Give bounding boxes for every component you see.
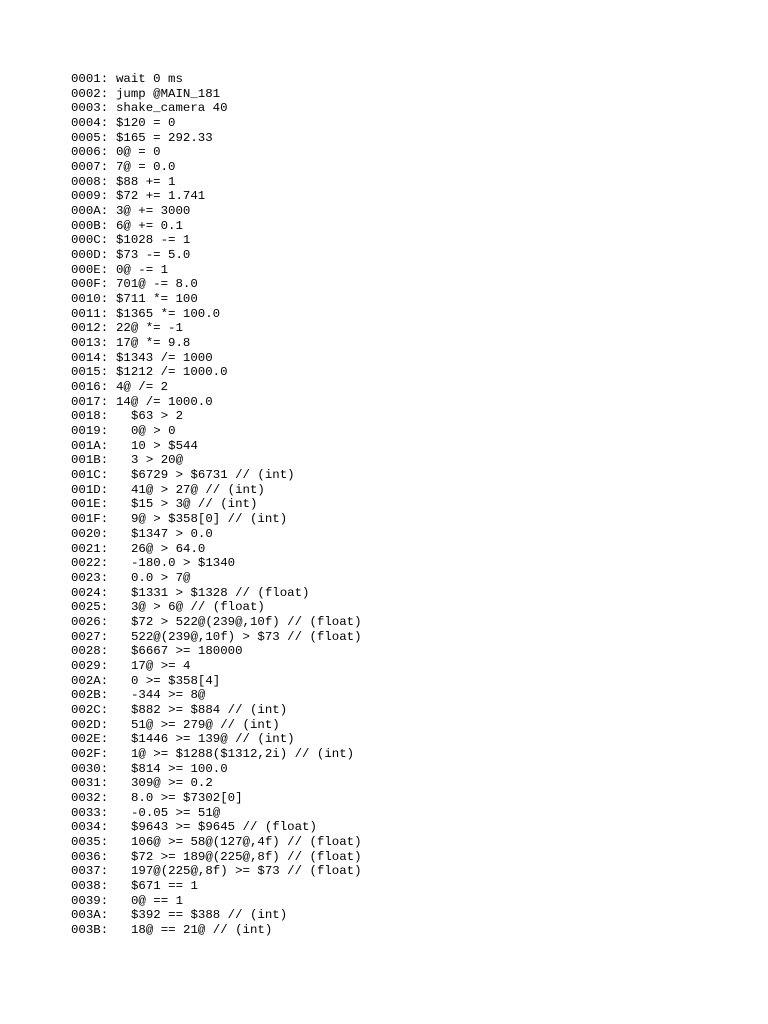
opcode-label: 001E: [71,497,109,512]
opcode-label: 002B: [71,688,109,703]
opcode-label: 001B: [71,453,109,468]
instruction-text: 18@ == 21@ // (int) [131,922,273,937]
code-line [71,365,751,380]
instruction-text: 0 >= $358[4] [131,673,221,688]
opcode-label: 0031: [71,776,109,791]
opcode-label: 0039: [71,893,109,908]
instruction-text: $63 > 2 [131,409,184,424]
code-line [71,850,751,865]
instruction-text: $1446 >= 139@ // (int) [131,732,295,747]
opcode-label: 002F: [71,746,109,761]
opcode-label: 0001: [71,72,109,86]
instruction-text: 10 > $544 [131,438,198,453]
code-line [71,835,751,850]
opcode-label: 0025: [71,600,109,615]
instruction-text: 0@ > 0 [131,424,176,439]
opcode-label: 0008: [71,174,109,189]
opcode-label: 0035: [71,834,109,849]
opcode-label: 0013: [71,336,109,351]
code-line [71,600,751,615]
instruction-text: $392 == $388 // (int) [131,908,288,923]
instruction-text: 51@ >= 279@ // (int) [131,717,280,732]
code-line [71,101,751,116]
opcode-label: 0014: [71,350,109,365]
code-line [71,879,751,894]
code-line [71,336,751,351]
opcode-label: 0009: [71,189,109,204]
opcode-label: 0010: [71,292,109,307]
code-line [71,923,751,938]
instruction-text: 14@ /= 1000.0 [116,394,213,409]
instruction-text: 17@ >= 4 [131,658,191,673]
opcode-label: 0030: [71,761,109,776]
instruction-text: 0@ = 0 [116,145,161,160]
opcode-label: 0022: [71,556,109,571]
code-line [71,116,751,131]
opcode-label: 0002: [71,86,109,101]
instruction-text: $1028 -= 1 [116,233,191,248]
code-line [71,307,751,322]
code-line [71,87,751,102]
instruction-text: $72 >= 189@(225@,8f) // (float) [131,849,362,864]
opcode-label: 0017: [71,394,109,409]
instruction-text: wait 0 ms [116,72,183,86]
opcode-label: 002D: [71,717,109,732]
instruction-text: $9643 >= $9645 // (float) [131,820,317,835]
opcode-label: 0033: [71,805,109,820]
instruction-text: $882 >= $884 // (int) [131,702,288,717]
code-line [71,453,751,468]
instruction-text: 309@ >= 0.2 [131,776,213,791]
instruction-text: 6@ += 0.1 [116,218,183,233]
code-line [71,644,751,659]
opcode-label: 0036: [71,849,109,864]
instruction-text: jump @MAIN_181 [116,86,221,101]
code-line [71,556,751,571]
code-line [71,72,751,87]
code-line [71,791,751,806]
opcode-label: 000B: [71,218,109,233]
code-line [71,424,751,439]
code-line [71,864,751,879]
opcode-label: 000A: [71,204,109,219]
instruction-text: 522@(239@,10f) > $73 // (float) [131,629,362,644]
instruction-text: $72 > 522@(239@,10f) // (float) [131,614,362,629]
code-line [71,292,751,307]
opcode-label: 0007: [71,160,109,175]
code-line [71,747,751,762]
opcode-label: 000E: [71,262,109,277]
opcode-label: 003A: [71,908,109,923]
instruction-text: 3 > 20@ [131,453,184,468]
instruction-text: 4@ /= 2 [116,380,169,395]
code-line [71,688,751,703]
instruction-text: 0.0 > 7@ [131,570,191,585]
opcode-label: 0026: [71,614,109,629]
code-line [71,776,751,791]
code-line [71,527,751,542]
code-line [71,131,751,146]
code-line [71,321,751,336]
instruction-text: 0@ -= 1 [116,262,169,277]
instruction-text: 1@ >= $1288($1312,2i) // (int) [131,746,355,761]
instruction-text: 197@(225@,8f) >= $73 // (float) [131,864,362,879]
instruction-text: 22@ *= -1 [116,321,183,336]
instruction-text: 3@ > 6@ // (float) [131,600,265,615]
code-line [71,894,751,909]
code-line [71,674,751,689]
code-line [71,762,751,777]
code-line [71,703,751,718]
code-line [71,468,751,483]
instruction-text: 26@ > 64.0 [131,541,206,556]
instruction-text: -0.05 >= 51@ [131,805,221,820]
opcode-label: 0020: [71,526,109,541]
instruction-text: $120 = 0 [116,116,176,131]
opcode-label: 001F: [71,512,109,527]
opcode-label: 0004: [71,116,109,131]
opcode-label: 0005: [71,130,109,145]
code-line [71,718,751,733]
code-line [71,277,751,292]
opcode-label: 0006: [71,145,109,160]
instruction-text: $165 = 292.33 [116,130,213,145]
code-line [71,248,751,263]
instruction-text: $1212 /= 1000.0 [116,365,228,380]
code-line [71,732,751,747]
code-line [71,145,751,160]
opcode-label: 0023: [71,570,109,585]
instruction-text: 3@ += 3000 [116,204,191,219]
code-line [71,542,751,557]
instruction-text: $6667 >= 180000 [131,644,243,659]
instruction-text: $711 *= 100 [116,292,198,307]
code-line [71,820,751,835]
instruction-text: 8.0 >= $7302[0] [131,790,243,805]
instruction-text: $72 += 1.741 [116,189,206,204]
code-line [71,497,751,512]
instruction-text: 106@ >= 58@(127@,4f) // (float) [131,834,362,849]
opcode-label: 0018: [71,409,109,424]
opcode-label: 001C: [71,468,109,483]
opcode-label: 0019: [71,424,109,439]
opcode-label: 0028: [71,644,109,659]
instruction-text: 17@ *= 9.8 [116,336,191,351]
code-line [71,175,751,190]
opcode-label: 0015: [71,365,109,380]
instruction-text: 701@ -= 8.0 [116,277,198,292]
opcode-label: 000F: [71,277,109,292]
opcode-label: 001D: [71,482,109,497]
opcode-label: 002E: [71,732,109,747]
instruction-text: shake_camera 40 [116,101,228,116]
code-line [71,160,751,175]
code-line [71,263,751,278]
instruction-text: 0@ == 1 [131,893,184,908]
opcode-label: 0038: [71,878,109,893]
code-line [71,189,751,204]
opcode-label: 0032: [71,790,109,805]
code-line [71,483,751,498]
code-line [71,586,751,601]
instruction-text: $671 == 1 [131,878,198,893]
code-line [71,615,751,630]
opcode-label: 0027: [71,629,109,644]
opcode-label: 002C: [71,702,109,717]
instruction-text: 7@ = 0.0 [116,160,176,175]
instruction-text: $6729 > $6731 // (int) [131,468,295,483]
opcode-label: 0012: [71,321,109,336]
code-line [71,219,751,234]
instruction-text: $15 > 3@ // (int) [131,497,258,512]
code-line [71,439,751,454]
code-line [71,351,751,366]
instruction-text: $73 -= 5.0 [116,248,191,263]
opcode-label: 003B: [71,922,109,937]
code-line [71,659,751,674]
opcode-label: 0011: [71,306,109,321]
code-listing [71,72,751,938]
code-line [71,908,751,923]
code-line [71,204,751,219]
opcode-label: 002A: [71,673,109,688]
opcode-label: 000D: [71,248,109,263]
instruction-text: $1347 > 0.0 [131,526,213,541]
code-line [71,233,751,248]
instruction-text: $1365 *= 100.0 [116,306,221,321]
opcode-label: 0003: [71,101,109,116]
instruction-text: $1343 /= 1000 [116,350,213,365]
code-line [71,571,751,586]
opcode-label: 0024: [71,585,109,600]
opcode-label: 0037: [71,864,109,879]
opcode-label: 0021: [71,541,109,556]
code-line [71,395,751,410]
instruction-text: 41@ > 27@ // (int) [131,482,265,497]
code-line [71,512,751,527]
instruction-text: 9@ > $358[0] // (int) [131,512,288,527]
instruction-text: -344 >= 8@ [131,688,206,703]
code-line [71,630,751,645]
instruction-text: -180.0 > $1340 [131,556,236,571]
instruction-text: $1331 > $1328 // (float) [131,585,310,600]
code-line [71,409,751,424]
opcode-label: 0034: [71,820,109,835]
opcode-label: 000C: [71,233,109,248]
opcode-label: 0029: [71,658,109,673]
instruction-text: $814 >= 100.0 [131,761,228,776]
code-line [71,380,751,395]
opcode-label: 001A: [71,438,109,453]
instruction-text: $88 += 1 [116,174,176,189]
opcode-label: 0016: [71,380,109,395]
code-line [71,806,751,821]
